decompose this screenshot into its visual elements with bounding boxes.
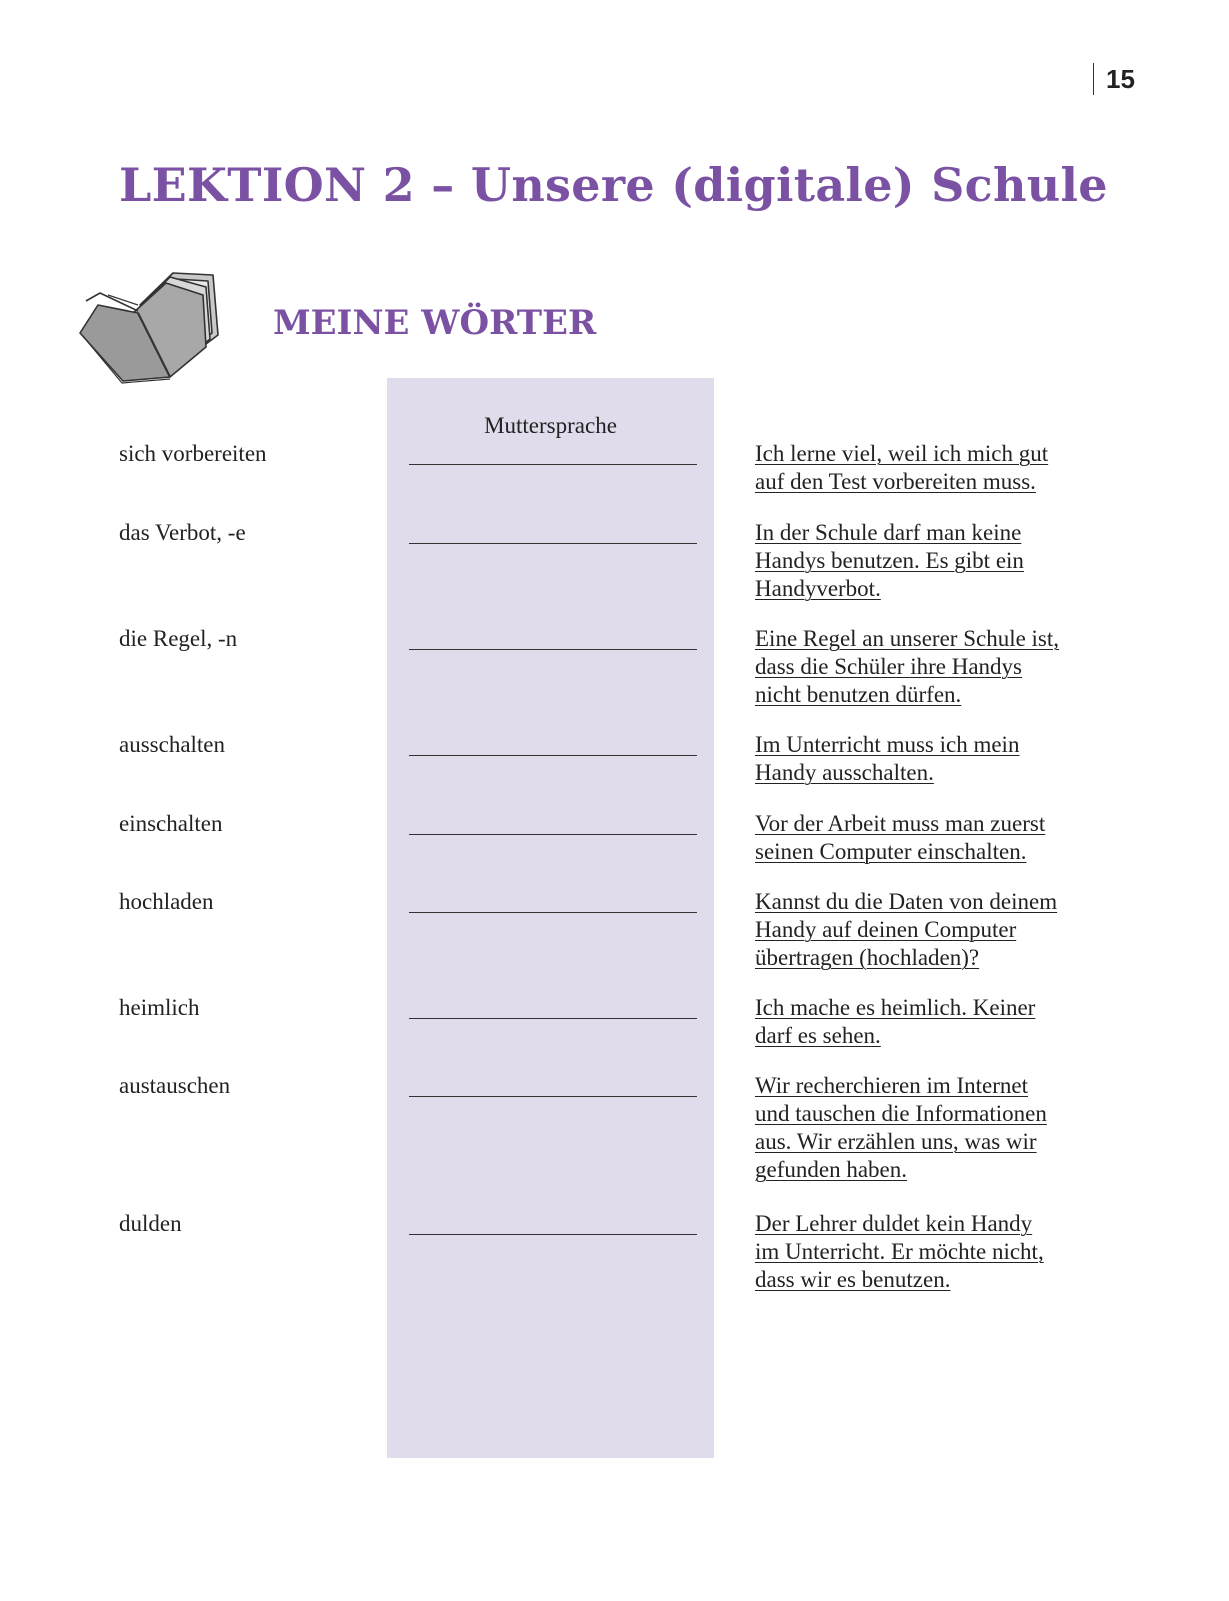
example-line: Eine Regel an unserer Schule ist, [755,626,1060,651]
example-line: Handyverbot. [755,576,881,601]
example-sentence [755,888,1115,972]
example-sentence [755,625,1115,709]
vocab-word: dulden [119,1211,182,1236]
translation-blank[interactable] [409,912,697,913]
example-line: und tauschen die Informationen [755,1101,1047,1126]
vocab-word: einschalten [119,811,223,836]
example-line: Ich lerne viel, weil ich mich gut [755,441,1049,466]
example-line: In der Schule darf man keine [755,520,1022,545]
page-number-divider [1093,63,1094,95]
translation-blank[interactable] [409,649,697,650]
example-line: aus. Wir erzählen uns, was wir [755,1129,1037,1154]
vocab-word: das Verbot, -e [119,520,246,545]
translation-blank[interactable] [409,1096,697,1097]
example-sentence [755,519,1115,603]
vocab-word: die Regel, -n [119,626,238,651]
example-line: Handys benutzen. Es gibt ein [755,548,1024,573]
example-sentence [755,810,1115,866]
example-line: im Unterricht. Er möchte nicht, [755,1239,1044,1264]
example-sentence [755,1072,1115,1184]
example-line: nicht benutzen dürfen. [755,682,962,707]
translation-blank[interactable] [409,543,697,544]
example-line: Der Lehrer duldet kein Handy [755,1211,1033,1236]
example-line: seinen Computer einschalten. [755,839,1027,864]
example-sentence [755,994,1115,1050]
vocab-word: austauschen [119,1073,231,1098]
vocab-word: sich vorbereiten [119,441,267,466]
example-sentence [755,440,1115,496]
example-sentence [755,1210,1115,1294]
example-line: Wir recherchieren im Internet [755,1073,1029,1098]
example-line: Ich mache es heimlich. Keiner [755,995,1036,1020]
translation-blank[interactable] [409,1234,697,1235]
example-line: Vor der Arbeit muss man zuerst [755,811,1046,836]
translation-blank[interactable] [409,1018,697,1019]
vocab-word: heimlich [119,995,200,1020]
native-language-header: Muttersprache [484,413,617,438]
example-line: übertragen (hochladen)? [755,945,980,970]
example-line: Kannst du die Daten von deinem [755,889,1058,914]
example-line: dass wir es benutzen. [755,1267,951,1292]
page-number: 15 [1106,63,1135,94]
example-line: dass die Schüler ihre Handys [755,654,1022,679]
open-book-icon [78,265,228,395]
page-number-block [1093,62,1135,96]
translation-blank[interactable] [409,464,697,465]
page-title: LEKTION 2 – Unsere (digitale) Schule [119,158,1108,212]
native-language-column [387,378,714,1458]
example-line: darf es sehen. [755,1023,881,1048]
translation-blank[interactable] [409,755,697,756]
translation-blank[interactable] [409,834,697,835]
example-line: Handy auf deinen Computer [755,917,1017,942]
example-line: auf den Test vorbereiten muss. [755,469,1036,494]
vocab-word: ausschalten [119,732,226,757]
example-line: gefunden haben. [755,1157,907,1182]
section-title: MEINE WÖRTER [273,303,597,343]
example-line: Handy ausschalten. [755,760,934,785]
vocab-word: hochladen [119,889,214,914]
example-sentence [755,731,1115,787]
example-line: Im Unterricht muss ich mein [755,732,1020,757]
